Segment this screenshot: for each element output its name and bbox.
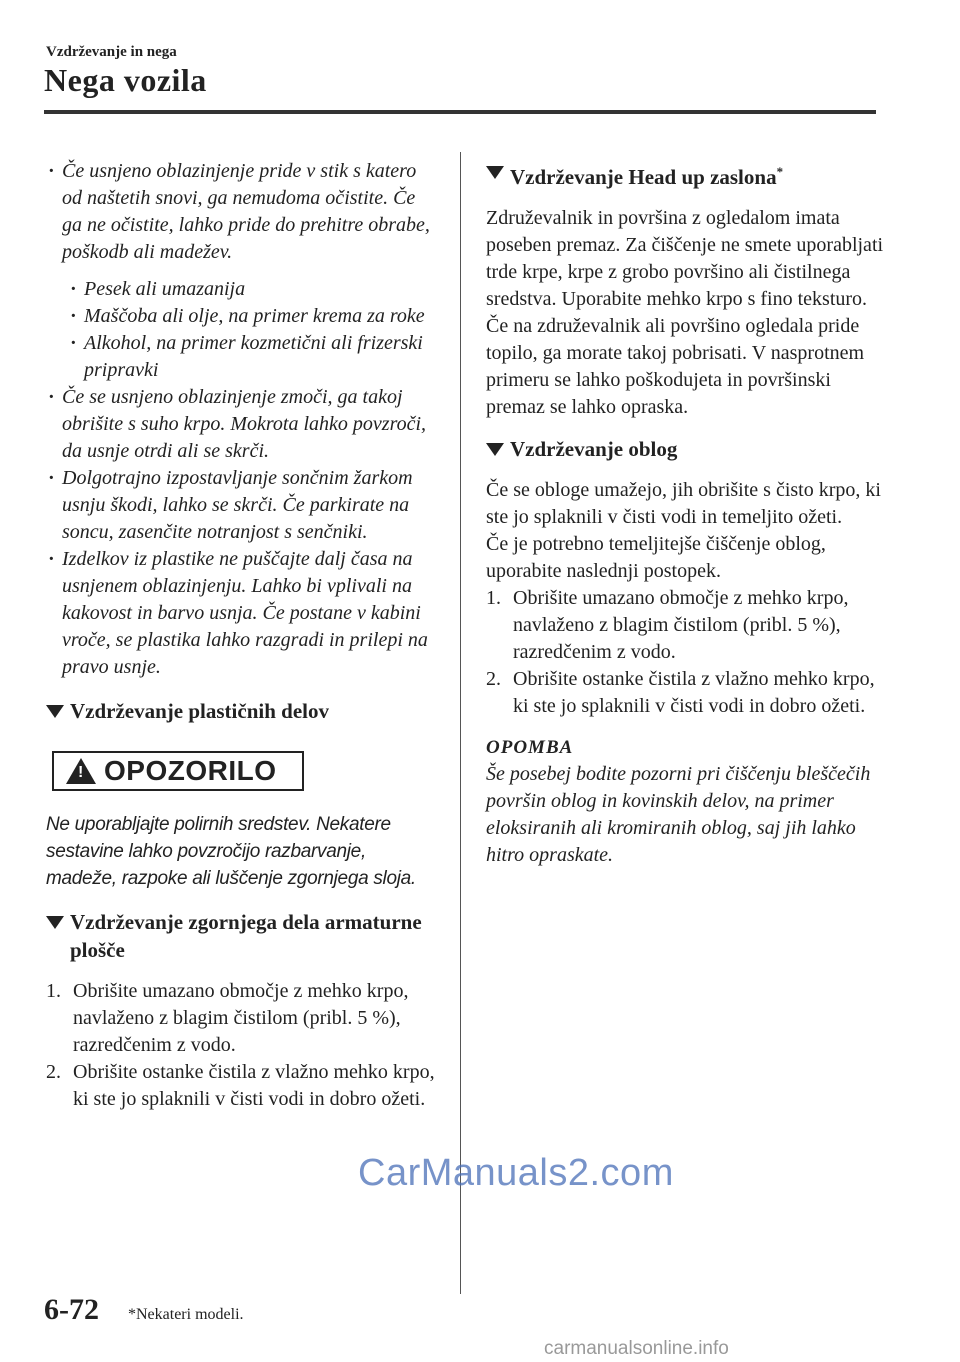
- step-item: 2. Obrišite ostanke čistila z vlažno mehko krpo, ki ste jo splaknili v čisti vodi in dobro ožeti.: [486, 668, 875, 717]
- paragraph: Če je potrebno temeljitejše čiščenje oblog, uporabite naslednji postopek.: [486, 533, 826, 582]
- section-heading: Vzdrževanje plastičnih delov: [46, 697, 436, 725]
- warning-box: [52, 751, 304, 791]
- step-item: 1. Obrišite umazano območje z mehko krpo, navlaženo z blagim čistilom (pribl. 5 %), razredčenim z vodo.: [46, 980, 409, 1056]
- sub-bullet-item: · Pesek ali umazanija: [68, 276, 436, 303]
- section-heading: Vzdrževanje oblog: [486, 435, 886, 463]
- paragraph: Če na združevalnik ali površino ogledala pride topilo, ga morate takoj pobrisati. V nasprotnem primeru se lahko poškodujeta in površinski premaz se lahko opraska.: [486, 315, 865, 418]
- section-heading: Vzdrževanje zgornjega dela armaturne plošče: [46, 908, 436, 964]
- triangle-marker-icon: [486, 443, 504, 456]
- sub-bullet-item: · Alkohol, na primer kozmetični ali frizerski pripravki: [68, 330, 436, 384]
- page-number: 6-72: [44, 1293, 99, 1326]
- paragraph: Če se obloge umažejo, jih obrišite s čisto krpo, ki ste jo splaknili v čisti vodi in temeljito ožeti.: [486, 479, 881, 528]
- step-item: 2. Obrišite ostanke čistila z vlažno mehko krpo, ki ste jo splaknili v čisti vodi in dobro ožeti.: [46, 1061, 435, 1110]
- bullet-item: · Izdelkov iz plastike ne puščajte dalj časa na usnjenem oblazinjenju. Lahko bi vplivali na kakovost in barvo usnja. Če postane v kabini vroče, se plastika lahko razgradi in prilepi na pravo usnje.: [46, 546, 436, 681]
- bullet-item: · Če usnjeno oblazinjenje pride v stik s katero od naštetih snovi, ga nemudoma očistite. Če ga ne očistite, lahko pride do prehitre obrabe, poškodb ali madežev.: [46, 158, 436, 266]
- triangle-marker-icon: [46, 705, 64, 718]
- section-heading: Vzdrževanje Head up zaslona*: [486, 158, 886, 191]
- page-title: Nega vozila: [44, 62, 207, 98]
- step-item: 1. Obrišite umazano območje z mehko krpo, navlaženo z blagim čistilom (pribl. 5 %), razredčenim z vodo.: [486, 587, 849, 663]
- warning-text: Ne uporabljajte polirnih sredstev. Nekatere sestavine lahko povzročijo razbarvanje, madeže, razpoke ali luščenje zgornjega sloja.: [46, 814, 416, 889]
- sub-bullet-item: · Maščoba ali olje, na primer krema za roke: [68, 303, 436, 330]
- section-label: Vzdrževanje in nega: [46, 44, 177, 60]
- warning-icon: !: [66, 758, 96, 784]
- triangle-marker-icon: [46, 916, 64, 929]
- right-column: [486, 158, 886, 869]
- column-divider: [460, 152, 461, 1294]
- footnote: *Nekateri modeli.: [128, 1306, 244, 1323]
- bullet-item: · Dolgotrajno izpostavljanje sončnim žarkom usnju škodi, lahko se skrči. Če parkirate na soncu, zasenčite notranjost s senčniki.: [46, 465, 436, 546]
- watermark: carmanualsonline.info: [544, 1338, 729, 1359]
- bullet-item: · Če se usnjeno oblazinjenje zmoči, ga takoj obrišite s suho krpo. Mokrota lahko povzroči, da usnje otrdi ali se skrči.: [46, 384, 436, 465]
- paragraph: Združevalnik in površina z ogledalom imata poseben premaz. Za čiščenje ne smete uporabljati trde krpe, krpe z grobo površino ali čistilnega sredstva. Uporabite mehko krpo s fino teksturo.: [486, 207, 884, 310]
- note-title: OPOMBA: [486, 737, 574, 758]
- note-text: Še posebej bodite pozorni pri čiščenju bleščečih površin oblog in kovinskih delov, na primer eloksiranih ali kromiranih oblog, saj jih lahko hitro opraskate.: [486, 763, 871, 866]
- warning-label: OPOZORILO: [104, 755, 277, 786]
- triangle-marker-icon: [486, 166, 504, 179]
- left-column: [46, 158, 436, 1113]
- watermark: CarManuals2.com: [358, 1152, 674, 1194]
- header-rule: [44, 110, 876, 114]
